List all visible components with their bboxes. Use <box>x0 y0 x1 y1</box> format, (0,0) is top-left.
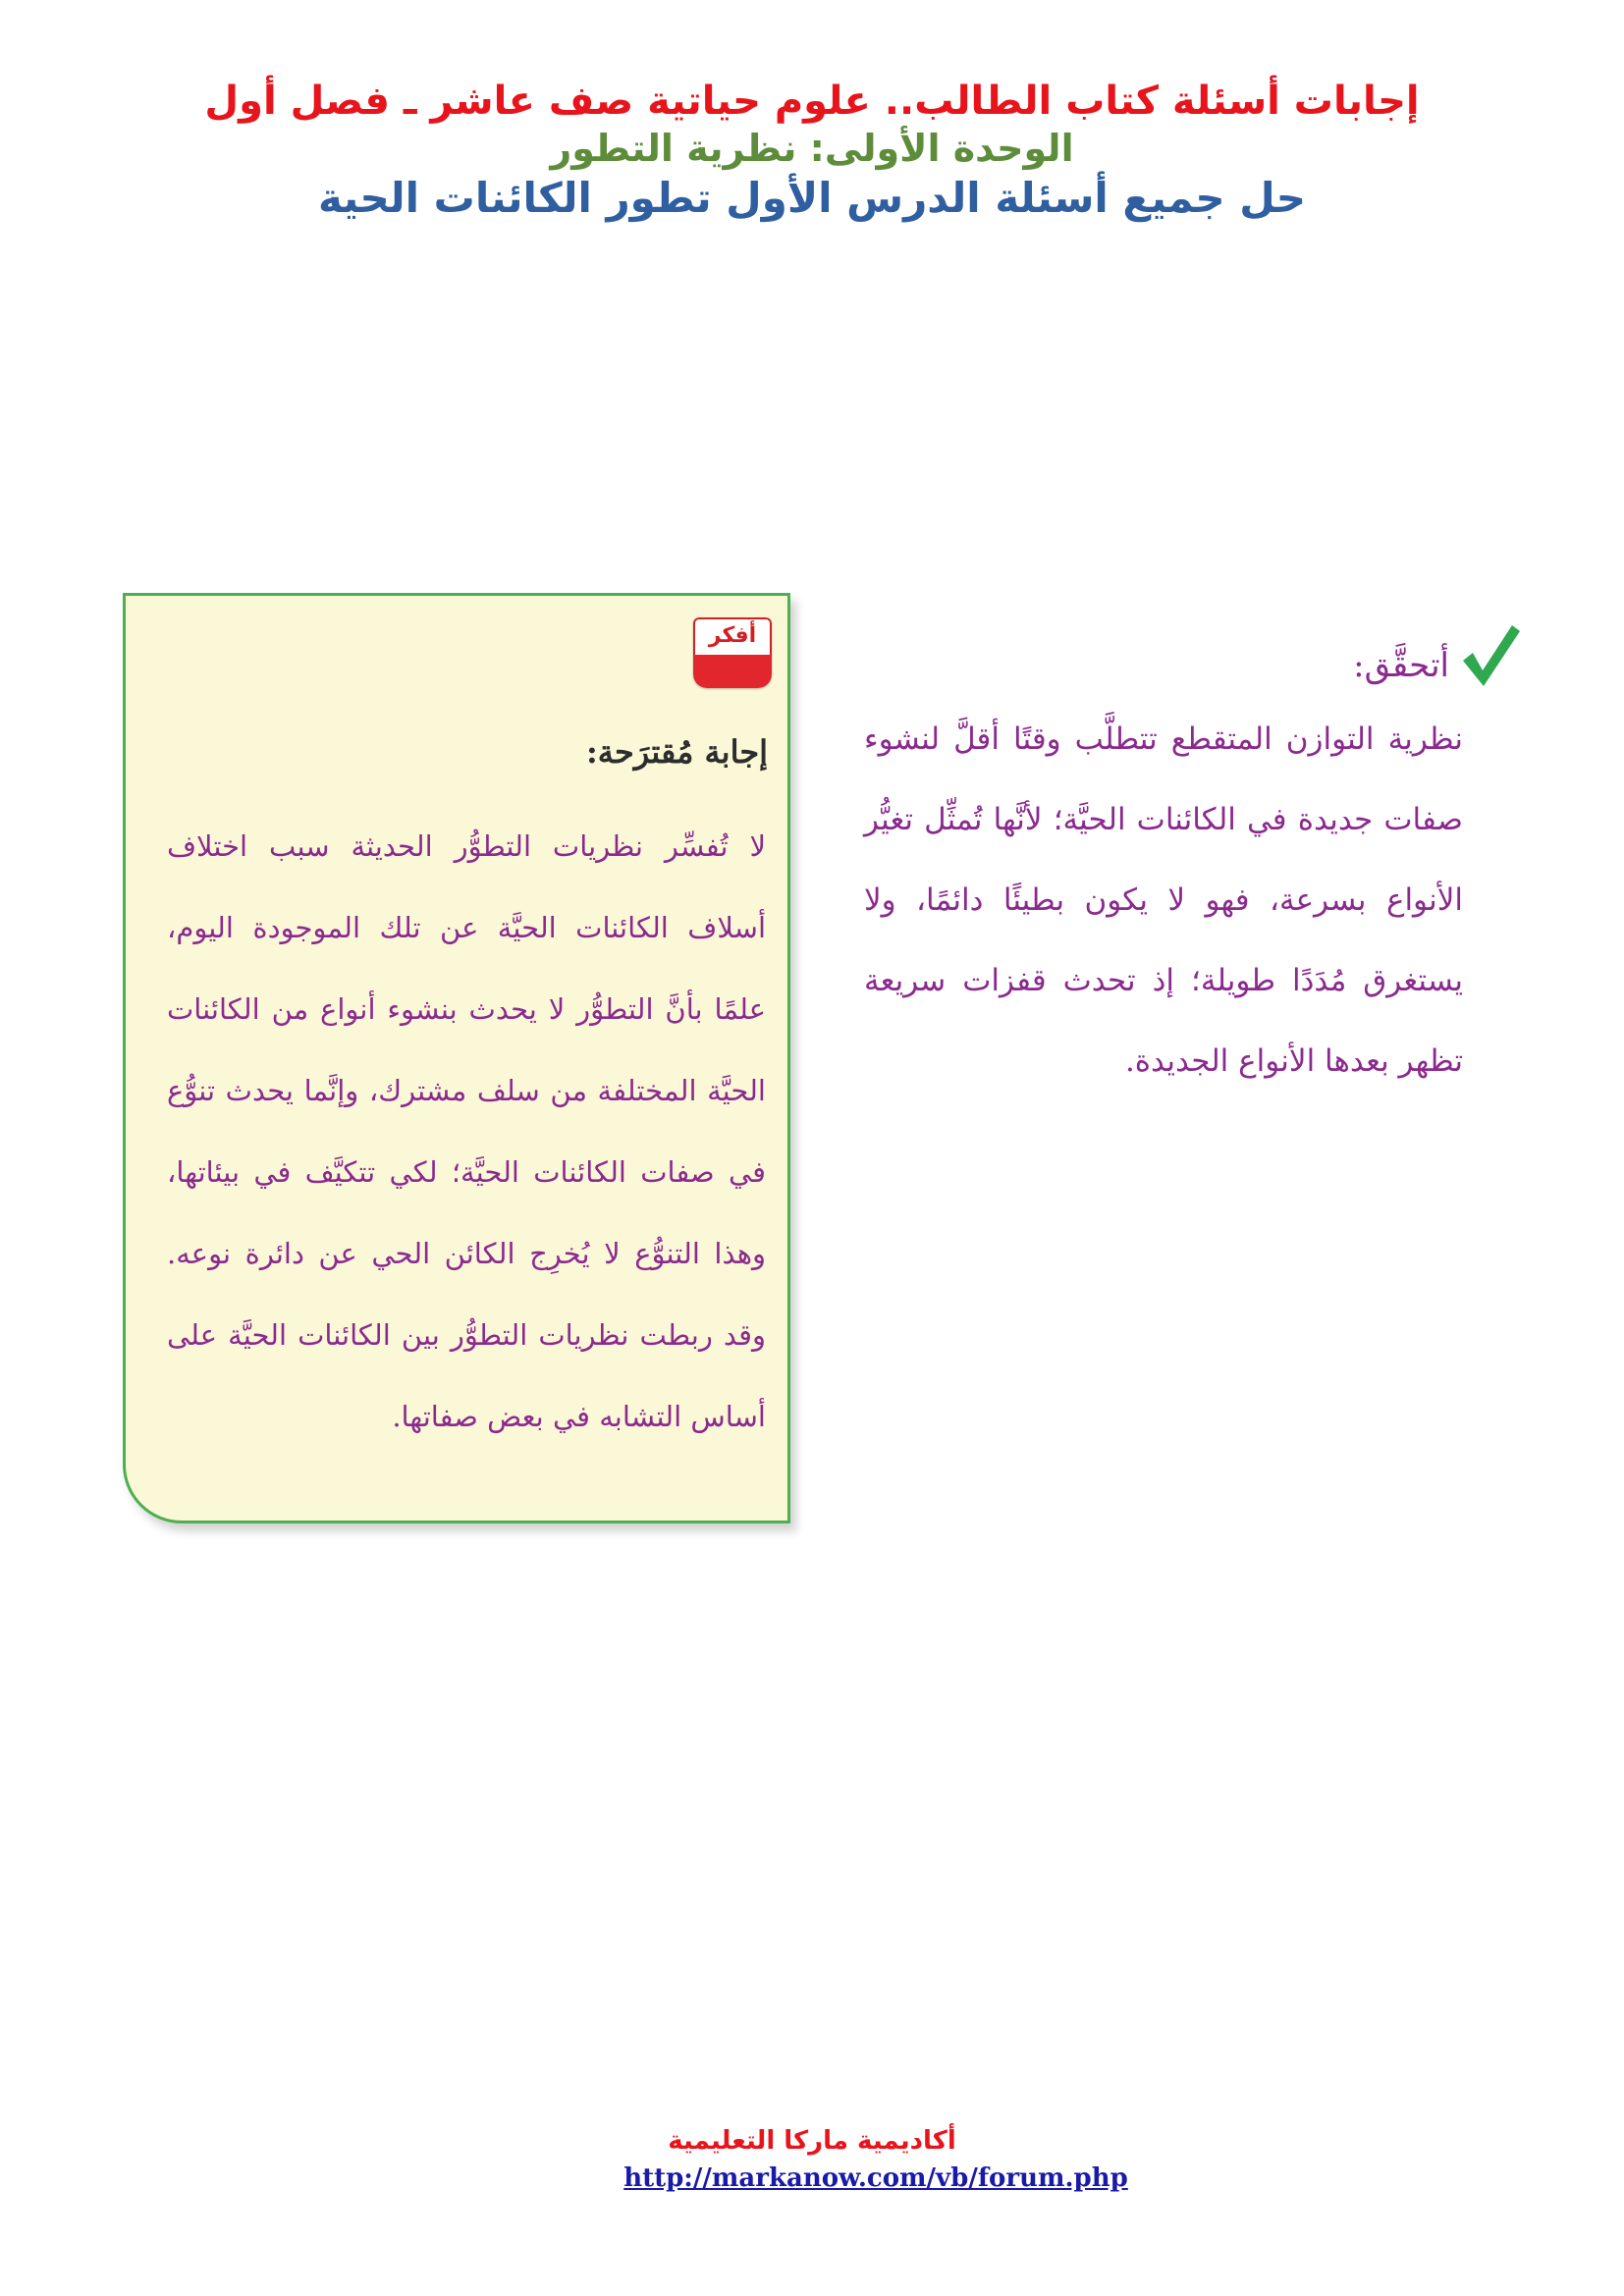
page-footer <box>0 2126 1624 2193</box>
footer-forum-link[interactable]: http://markanow.com/vb/forum.php <box>623 2163 1128 2193</box>
footer-organization: أكاديمية ماركا التعليمية <box>668 2126 956 2156</box>
think-badge-band <box>693 655 772 688</box>
check-label: أتحقَّق: <box>1353 646 1449 685</box>
page-header <box>0 77 1624 224</box>
page-title: إجابات أسئلة كتاب الطالب.. علوم حياتية صف عاشر ـ فصل أول <box>204 79 1420 124</box>
check-answer-text: نظرية التوازن المتقطع تتطلَّب وقتًا أقلَّ لنشوء صفات جديدة في الكائنات الحيَّة؛ لأنَّها تُمثِّل تغيُّر الأنواع بسرعة، فهو لا يكون بطيئًا دائمًا، ولا يستغرق مُدَدًا طويلة؛ إذ تحدث قفزات سريعة تظهر بعدها الأنواع الجديدة. <box>864 721 1463 1079</box>
think-badge-label: أفكر <box>693 617 772 655</box>
unit-title: الوحدة الأولى: نظرية التطور <box>550 127 1074 170</box>
lesson-title: حل جميع أسئلة الدرس الأول تطور الكائنات الحية <box>317 173 1307 222</box>
think-box <box>123 593 790 1523</box>
checkmark-icon <box>1459 621 1522 690</box>
think-badge <box>693 617 772 688</box>
suggested-answer-text: لا تُفسِّر نظريات التطوُّر الحديثة سبب اختلاف أسلاف الكائنات الحيَّة عن تلك الموجودة اليوم، علمًا بأنَّ التطوُّر لا يحدث بنشوء أنواع من الكائنات الحيَّة المختلفة من سلف مشترك، وإنَّما يحدث تنوُّع في صفات الكائنات الحيَّة؛ لكي تتكيَّف في بيئاتها، وهذا التنوُّع لا يُخرِج الكائن الحي عن دائرة نوعه. وقد ربطت نظريات التطوُّر بين الكائنات الحيَّة على أساس التشابه في بعض صفاتها. <box>167 829 766 1433</box>
check-heading <box>864 616 1522 695</box>
check-section <box>864 616 1522 1101</box>
suggested-answer-heading: إجابة مُقترَحة: <box>585 733 768 771</box>
